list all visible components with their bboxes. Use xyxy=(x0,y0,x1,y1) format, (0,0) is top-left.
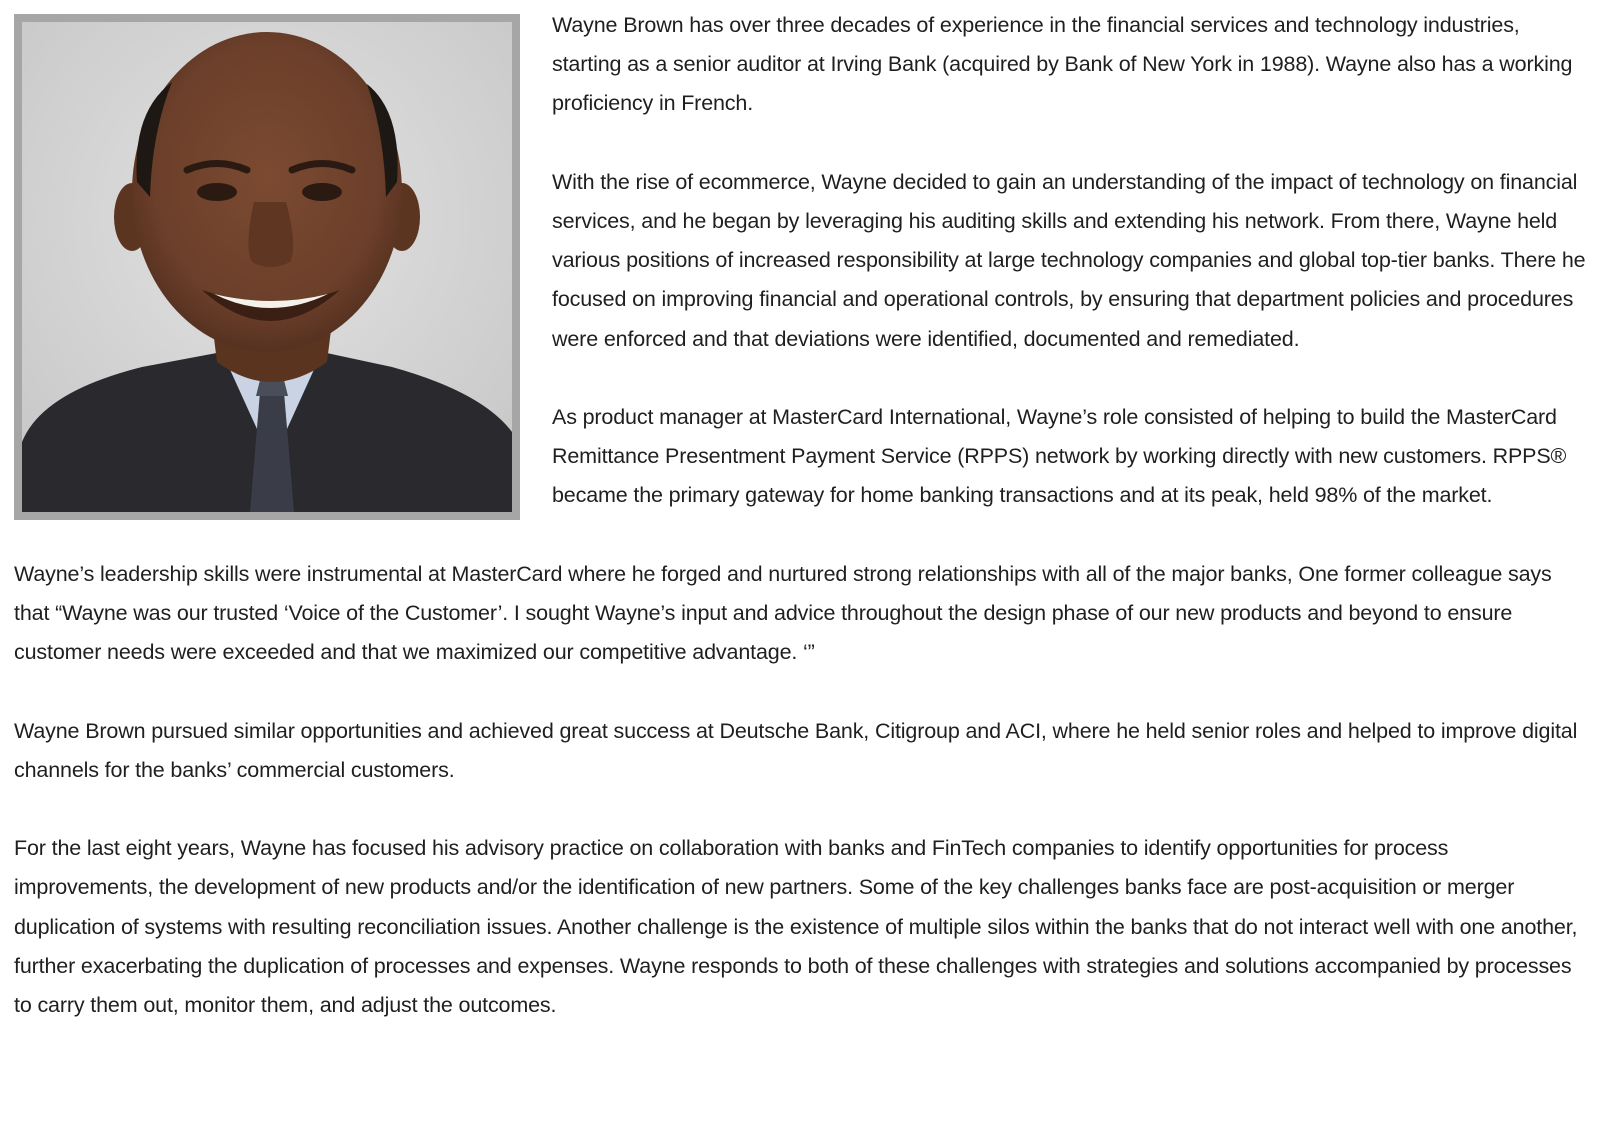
bio-paragraph: As product manager at MasterCard International, Wayne’s role consisted of helping to build the MasterCard Remittance Presentment Payment Service (RPPS) network by working directly with new customers. RPPS® became the primary gateway for home banking transactions and at its peak, held 98% of the market. xyxy=(552,405,1567,508)
bio-paragraph: Wayne Brown pursued similar opportunities and achieved great success at Deutsche Bank, Citigroup and ACI, where he held senior roles and helped to improve digital channels for the banks’ commercial customers. xyxy=(14,718,1578,782)
bio-paragraph: For the last eight years, Wayne has focused his advisory practice on collaboration with banks and FinTech companies to identify opportunities for process improvements, the development of new products and/or the identification of new partners. Some of the key challenges banks face are post-acquisition or merger duplication of systems with resulting reconciliation issues. Another challenge is the existence of multiple silos within the banks that do not interact well with one another, further exacerbating the duplication of processes and expenses. Wayne responds to both of these challenges with strategies and solutions accompanied by processes to carry them out, monitor them, and adjust the outcomes. xyxy=(14,836,1578,1017)
bio-article xyxy=(14,6,1586,1064)
portrait-photo xyxy=(14,14,520,520)
bio-paragraph: Wayne Brown has over three decades of experience in the financial services and technology industries, starting as a senior auditor at Irving Bank (acquired by Bank of New York in 1988). Wayne also has a working proficiency in French. xyxy=(552,13,1573,116)
bio-paragraph: With the rise of ecommerce, Wayne decided to gain an understanding of the impact of technology on financial services, and he began by leveraging his auditing skills and extending his network. From there, Wayne held various positions of increased responsibility at large technology companies and global top-tier banks. There he focused on improving financial and operational controls, by ensuring that department policies and procedures were enforced and that deviations were identified, documented and remediated. xyxy=(552,169,1586,351)
person-photo-icon xyxy=(22,22,512,512)
bio-paragraph: Wayne’s leadership skills were instrumental at MasterCard where he forged and nurtured strong relationships with all of the major banks, One former colleague says that “Wayne was our trusted ‘Voice of the Customer’. I sought Wayne’s input and advice throughout the design phase of our new products and beyond to ensure customer needs were exceeded and that we maximized our competitive advantage. ‘” xyxy=(14,561,1552,665)
